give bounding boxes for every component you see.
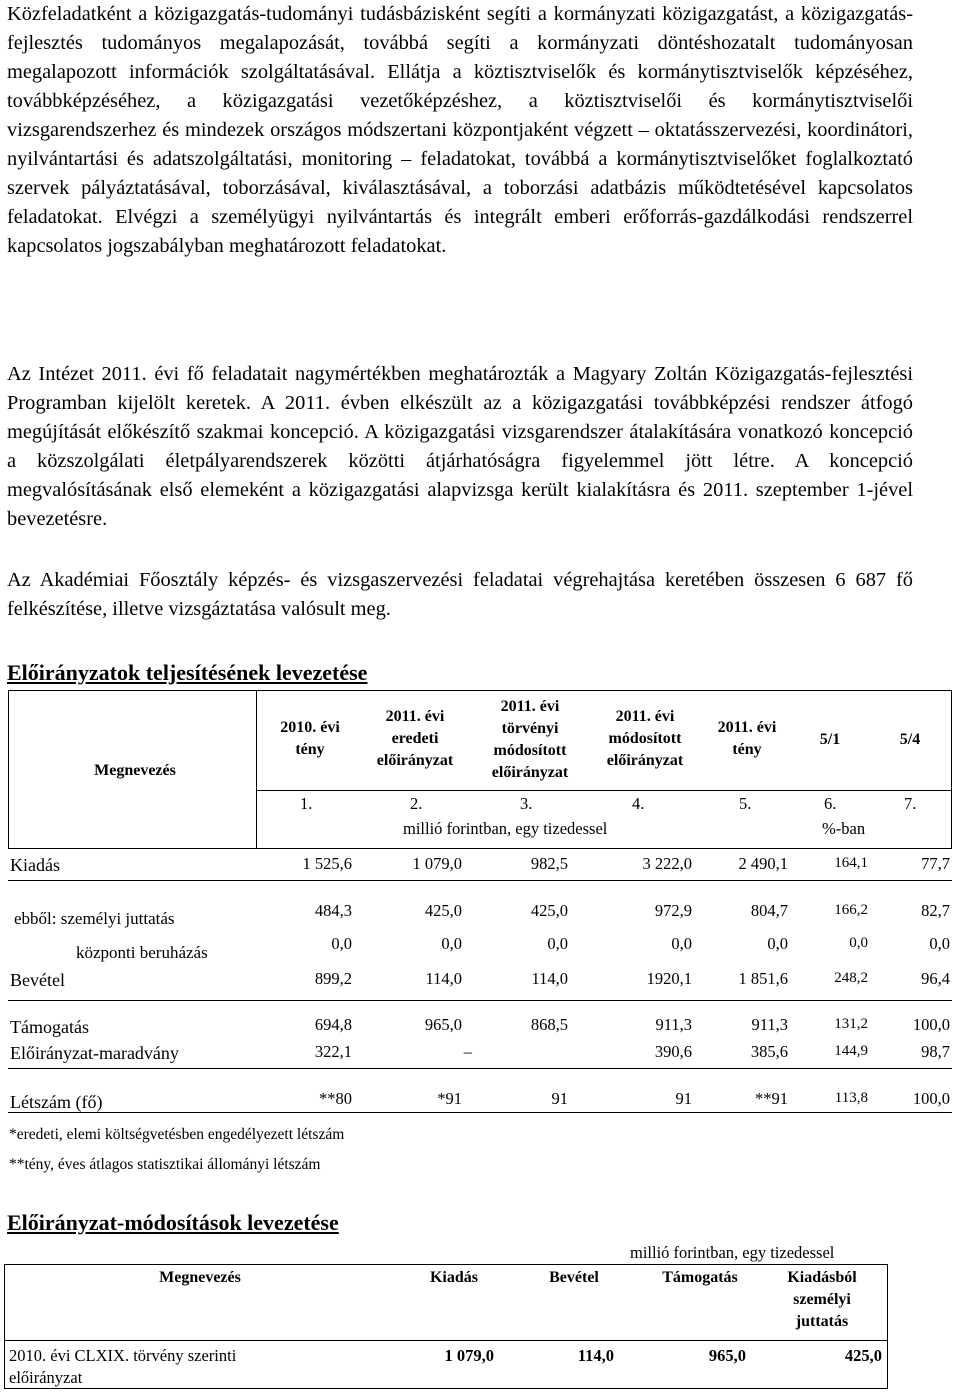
t2-header-bevetel: Bevétel (549, 1269, 599, 1286)
table-cell: 484,3 (314, 901, 352, 920)
header-col1: 2010. évi tény (280, 719, 340, 758)
col-number: 4. (632, 794, 645, 813)
row-label-letszam: Létszám (fő) (10, 1092, 103, 1112)
table-cell: 1 079,0 (444, 1346, 494, 1365)
unit-money: millió forintban, egy tizedessel (403, 819, 608, 838)
header-col2: 2011. évi eredeti előirányzat (376, 708, 454, 769)
t2-header-kiadas: Kiadás (429, 1269, 478, 1286)
table-cell: 91 (675, 1089, 692, 1108)
footnote-original: *eredeti, elemi költségvetésben engedélyezett létszám (9, 1126, 345, 1143)
table-cell: 0,0 (331, 934, 352, 953)
col-number: 6. (824, 794, 837, 813)
table-cell: 804,7 (750, 901, 788, 920)
table-cell: 98,7 (921, 1042, 950, 1061)
table-cell: 425,0 (530, 901, 568, 920)
table-cell: 144,9 (834, 1043, 868, 1059)
table-cell: 114,0 (531, 969, 568, 988)
table-cell: 77,7 (921, 854, 950, 873)
row-label-kozponti: központi beruházás (76, 943, 208, 962)
row-label-kiadas: Kiadás (10, 855, 60, 875)
row-label-bevetel: Bevétel (10, 970, 65, 990)
table-cell: 385,6 (750, 1042, 788, 1061)
row-label-tamogatas: Támogatás (10, 1017, 89, 1037)
row-label-maradvany: Előirányzat-maradvány (10, 1043, 179, 1063)
table-cell: 694,8 (314, 1015, 352, 1034)
table-cell: *91 (437, 1089, 462, 1108)
t2-header-tamogatas: Támogatás (662, 1269, 738, 1286)
table-cell: 982,5 (530, 854, 568, 873)
footnote-actual: **tény, éves átlagos statisztikai állományi létszám (9, 1156, 321, 1173)
t2-header-name: Megnevezés (159, 1269, 241, 1286)
table-cell: 2 490,1 (738, 854, 788, 873)
col-number: 2. (410, 794, 423, 813)
table-cell: 100,0 (912, 1089, 950, 1108)
table2-unit: millió forintban, egy tizedessel (630, 1243, 835, 1262)
table-cell: 91 (551, 1089, 568, 1108)
paragraph-2011-tasks: Az Intézet 2011. évi fő feladatait nagymértékben meghatározták a Magyary Zoltán Közigazgatás-fejlesztési Programban kijelölt keretek. A 2011. évben elkészült az a közigazgatási továbbképzési rendszer átfogó megújítását előkészítő szakmai koncepció. A közigazgatási vizsgarendszer átalakítására vonatkozó koncepció a közszolgálati életpályarendszerek közötti átjárhatóságra figyelemmel jött létre. A koncepció megvalósításának első elemeként a közigazgatási alapvizsga került kialakításra és 2011. szeptember 1-jével bevezetésre. (7, 363, 913, 530)
table2-heading: Előirányzat-módosítások levezetése (7, 1210, 339, 1235)
table-cell: 248,2 (834, 970, 868, 986)
col-number: 7. (904, 794, 917, 813)
t2-row-label: 2010. évi CLXIX. törvény szerinti előirányzat (9, 1346, 237, 1387)
table-cell: 425,0 (844, 1346, 882, 1365)
table-cell: 425,0 (424, 901, 462, 920)
table-cell: 1 079,0 (412, 854, 462, 873)
table-cell: 0,0 (547, 934, 568, 953)
unit-percent: %-ban (822, 819, 866, 838)
table-cell: 322,1 (314, 1042, 352, 1061)
t2-header-szemelyi: Kiadásból személyi juttatás (787, 1269, 857, 1330)
paragraph-intro: Közfeladatként a közigazgatás-tudományi tudásbázisként segíti a kormányzati közigazgatást, a közigazgatás-fejlesztés tudományos megalapozását, továbbá segíti a kormányzati döntéshozatalt tudományosan megalapozott információk szolgáltatásával. Ellátja a köztisztviselők és kormánytisztviselők képzéséhez, továbbképzéséhez, a közigazgatási vezetőképzéshez, a köztisztviselői és kormánytisztviselői vizsgarendszerhez és mindezek országos módszertani központjaként végzett – oktatásszervezési, koordinátori, nyilvántartási és adatszolgáltatási, monitoring – feladatokat, továbbá a kormánytisztviselőket foglalkoztató szervek pályáztatásával, toborzásával, kiválasztásával, a toborzási adatbázis működtetésével kapcsolatos feladatokat. Elvégzi a személyügyi nyilvántartás és integrált emberi erőforrás-gazdálkodási rendszerrel kapcsolatos jogszabályban meghatározott feladatokat. (7, 3, 913, 257)
table-cell: 1 525,6 (302, 854, 352, 873)
table-cell: 965,0 (708, 1346, 746, 1365)
table-cell: 972,9 (654, 901, 692, 920)
header-col7: 5/4 (899, 731, 921, 748)
table-cell: 390,6 (654, 1042, 692, 1061)
table-cell: 899,2 (314, 969, 352, 988)
table-cell: 114,0 (577, 1346, 614, 1365)
table-cell: 100,0 (912, 1015, 950, 1034)
table-cell: 3 222,0 (642, 854, 692, 873)
header-col6: 5/1 (819, 731, 841, 748)
header-col4: 2011. évi módosított előirányzat (606, 708, 684, 769)
table-cell: 131,2 (834, 1016, 868, 1032)
table-cell: 113,8 (834, 1090, 868, 1106)
table-cell: 0,0 (849, 935, 868, 951)
table-cell: **91 (755, 1089, 788, 1108)
table-cell: 82,7 (921, 901, 950, 920)
paragraph-academic: Az Akadémiai Főosztály képzés- és vizsgaszervezési feladatai végrehajtása keretében összesen 6 687 fő felkészítése, illetve vizsgáztatása valósult meg. (7, 569, 913, 620)
table-cell: 1920,1 (646, 969, 692, 988)
table-cell: – (463, 1042, 472, 1061)
table1-heading: Előirányzatok teljesítésének levezetése (7, 660, 368, 685)
row-label-szemelyi: ebből: személyi juttatás (14, 909, 175, 928)
table-cell: 0,0 (441, 934, 462, 953)
table-cell: 0,0 (929, 934, 950, 953)
col-number: 3. (520, 794, 533, 813)
table-cell: 96,4 (921, 969, 950, 988)
table-cell: 114,0 (425, 969, 462, 988)
table-cell: **80 (319, 1089, 352, 1108)
header-name: Megnevezés (94, 762, 176, 779)
table-cell: 911,3 (655, 1015, 692, 1034)
table-cell: 0,0 (671, 934, 692, 953)
table-cell: 868,5 (530, 1015, 568, 1034)
header-col5: 2011. évi tény (717, 719, 777, 758)
table-cell: 0,0 (767, 934, 788, 953)
header-col3: 2011. évi törvényi módosított előirányzat (491, 698, 569, 781)
table-cell: 164,1 (834, 855, 868, 871)
col-number: 5. (739, 794, 752, 813)
table-cell: 911,3 (751, 1015, 788, 1034)
table-cell: 1 851,6 (738, 969, 788, 988)
col-number: 1. (300, 794, 313, 813)
table-cell: 166,2 (834, 902, 868, 918)
table-cell: 965,0 (424, 1015, 462, 1034)
